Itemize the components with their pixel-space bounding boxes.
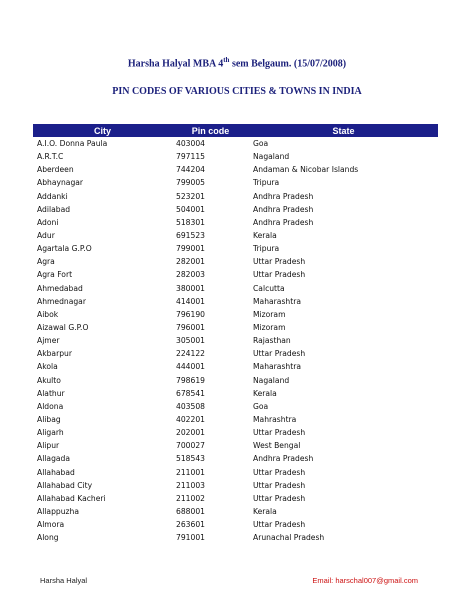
title-superscript: th <box>223 56 230 64</box>
city-cell: Alathur <box>37 388 65 398</box>
state-cell: Uttar Pradesh <box>253 349 306 359</box>
state-cell: Andhra Pradesh <box>253 217 314 227</box>
column-header-city: City <box>33 124 172 137</box>
city-cell: Agra Fort <box>37 270 73 280</box>
pin-code-cell: 403508 <box>176 401 205 411</box>
city-cell: Akbarpur <box>37 349 72 359</box>
table-row <box>33 374 438 387</box>
pin-code-cell: 224122 <box>176 349 205 359</box>
table-row <box>33 413 438 426</box>
city-cell: Aligarh <box>37 428 64 438</box>
state-cell: Goa <box>253 139 269 149</box>
pin-code-cell: 523201 <box>176 191 205 201</box>
pin-code-cell: 796190 <box>176 309 205 319</box>
city-cell: Agartala G.P.O <box>37 244 92 254</box>
table-row <box>33 282 438 295</box>
state-cell: Uttar Pradesh <box>253 493 306 503</box>
state-cell: West Bengal <box>253 441 301 451</box>
state-cell: Mizoram <box>253 309 286 319</box>
pin-code-cell: 799001 <box>176 244 205 254</box>
state-cell: Maharashtra <box>253 362 301 372</box>
state-cell: Calcutta <box>253 283 285 293</box>
city-cell: Allahabad Kacheri <box>37 493 106 503</box>
table-row <box>33 308 438 321</box>
state-cell: Kerala <box>253 507 277 516</box>
state-cell: Andhra Pradesh <box>253 191 314 201</box>
table-row <box>33 531 438 544</box>
pin-code-cell: 691523 <box>176 231 205 241</box>
state-cell: Tripura <box>253 178 280 188</box>
document-header <box>0 56 474 97</box>
city-cell: A.I.O. Donna Paula <box>37 139 108 149</box>
city-cell: Alibag <box>37 415 61 425</box>
city-cell: Alipur <box>37 441 60 451</box>
table-row <box>33 242 438 255</box>
pin-code-cell: 444001 <box>176 362 205 372</box>
state-cell: Mizoram <box>253 323 286 333</box>
table-row <box>33 479 438 492</box>
city-cell: Almora <box>37 520 65 530</box>
pin-code-cell: 700027 <box>176 441 205 451</box>
state-cell: Uttar Pradesh <box>253 428 306 438</box>
pin-code-cell: 518543 <box>176 454 205 464</box>
column-header-pin-code: Pin code <box>172 124 249 137</box>
table-row <box>33 295 438 308</box>
pin-code-cell: 211003 <box>176 480 205 490</box>
pin-code-cell: 688001 <box>176 507 205 516</box>
footer-author: Harsha Halyal <box>40 576 88 585</box>
pin-code-cell: 799005 <box>176 178 205 188</box>
pin-code-table <box>33 124 438 544</box>
city-cell: Aizawal G.P.O <box>37 323 89 333</box>
state-cell: Uttar Pradesh <box>253 257 306 267</box>
state-cell: Andaman & Nicobar Islands <box>253 165 359 175</box>
table-row <box>33 216 438 229</box>
city-cell: Adoni <box>37 217 59 227</box>
pin-code-cell: 504001 <box>176 204 205 214</box>
table-row <box>33 505 438 518</box>
state-cell: Uttar Pradesh <box>253 467 306 477</box>
table-row <box>33 176 438 189</box>
document-title <box>0 56 474 69</box>
city-cell: Aberdeen <box>37 165 74 175</box>
pin-code-cell: 282001 <box>176 257 205 267</box>
table-row <box>33 439 438 452</box>
pin-code-cell: 305001 <box>176 336 205 346</box>
pin-code-cell: 797115 <box>176 152 205 162</box>
state-cell: Andhra Pradesh <box>253 454 314 464</box>
city-cell: Allagada <box>37 454 71 464</box>
city-cell: Addanki <box>37 191 68 201</box>
table-row <box>33 137 438 150</box>
state-cell: Uttar Pradesh <box>253 480 306 490</box>
table-row <box>33 452 438 465</box>
pin-code-cell: 211001 <box>176 467 205 477</box>
state-cell: Nagaland <box>253 375 290 385</box>
pin-code-cell: 678541 <box>176 388 205 398</box>
column-header-state: State <box>249 124 438 137</box>
city-cell: Adur <box>37 231 55 241</box>
state-cell: Maharashtra <box>253 296 301 306</box>
state-cell: Arunachal Pradesh <box>253 533 325 543</box>
table-row <box>33 190 438 203</box>
pin-code-cell: 798619 <box>176 375 205 385</box>
table-row <box>33 387 438 400</box>
state-cell: Kerala <box>253 231 277 241</box>
state-cell: Tripura <box>253 244 280 254</box>
table-row <box>33 268 438 281</box>
city-cell: Along <box>37 533 59 543</box>
pin-code-cell: 403004 <box>176 139 205 149</box>
table-row <box>33 255 438 268</box>
state-cell: Goa <box>253 401 269 411</box>
pin-code-cell: 211002 <box>176 493 205 503</box>
pin-code-cell: 380001 <box>176 283 205 293</box>
table-row <box>33 360 438 373</box>
footer-email: Email: harschal007@gmail.com <box>312 576 418 585</box>
table-row <box>33 150 438 163</box>
city-cell: Allappuzha <box>37 507 79 516</box>
pin-code-cell: 263601 <box>176 520 205 530</box>
table-row <box>33 426 438 439</box>
pin-code-cell: 282003 <box>176 270 205 280</box>
state-cell: Kerala <box>253 388 277 398</box>
pin-code-cell: 402201 <box>176 415 205 425</box>
table-row <box>33 347 438 360</box>
table-header-row <box>33 124 438 137</box>
state-cell: Uttar Pradesh <box>253 520 306 530</box>
city-cell: Ajmer <box>37 336 60 346</box>
city-cell: Ahmedabad <box>37 283 83 293</box>
pin-code-cell: 518301 <box>176 217 205 227</box>
table-row <box>33 492 438 505</box>
table-row <box>33 203 438 216</box>
state-cell: Nagaland <box>253 152 290 162</box>
table-row <box>33 334 438 347</box>
state-cell: Uttar Pradesh <box>253 270 306 280</box>
city-cell: Aldona <box>37 401 64 411</box>
city-cell: Akulto <box>37 375 61 385</box>
table-body <box>33 137 438 544</box>
city-cell: Allahabad <box>37 467 75 477</box>
pin-code-cell: 796001 <box>176 323 205 333</box>
table-row <box>33 400 438 413</box>
table-row <box>33 466 438 479</box>
pin-code-cell: 414001 <box>176 296 205 306</box>
state-cell: Andhra Pradesh <box>253 204 314 214</box>
city-cell: A.R.T.C <box>37 152 64 162</box>
table-row <box>33 163 438 176</box>
pin-code-cell: 744204 <box>176 165 205 175</box>
table-row <box>33 321 438 334</box>
table-row <box>33 518 438 531</box>
city-cell: Adilabad <box>37 204 71 214</box>
city-cell: Akola <box>37 362 58 372</box>
state-cell: Mahrashtra <box>253 415 297 425</box>
title-text: Harsha Halyal MBA 4 <box>127 58 224 70</box>
city-cell: Agra <box>37 257 55 267</box>
table-row <box>33 229 438 242</box>
title-text-rest: sem Belgaum. (15/07/2008) <box>229 58 347 70</box>
city-cell: Ahmednagar <box>37 296 86 306</box>
city-cell: Abhaynagar <box>37 178 84 188</box>
state-cell: Rajasthan <box>253 336 291 346</box>
city-cell: Allahabad City <box>37 480 93 490</box>
document-subtitle: PIN CODES OF VARIOUS CITIES & TOWNS IN INDIA <box>112 86 362 98</box>
city-cell: Aibok <box>37 309 59 319</box>
pin-code-cell: 202001 <box>176 428 205 438</box>
pin-code-cell: 791001 <box>176 533 205 543</box>
